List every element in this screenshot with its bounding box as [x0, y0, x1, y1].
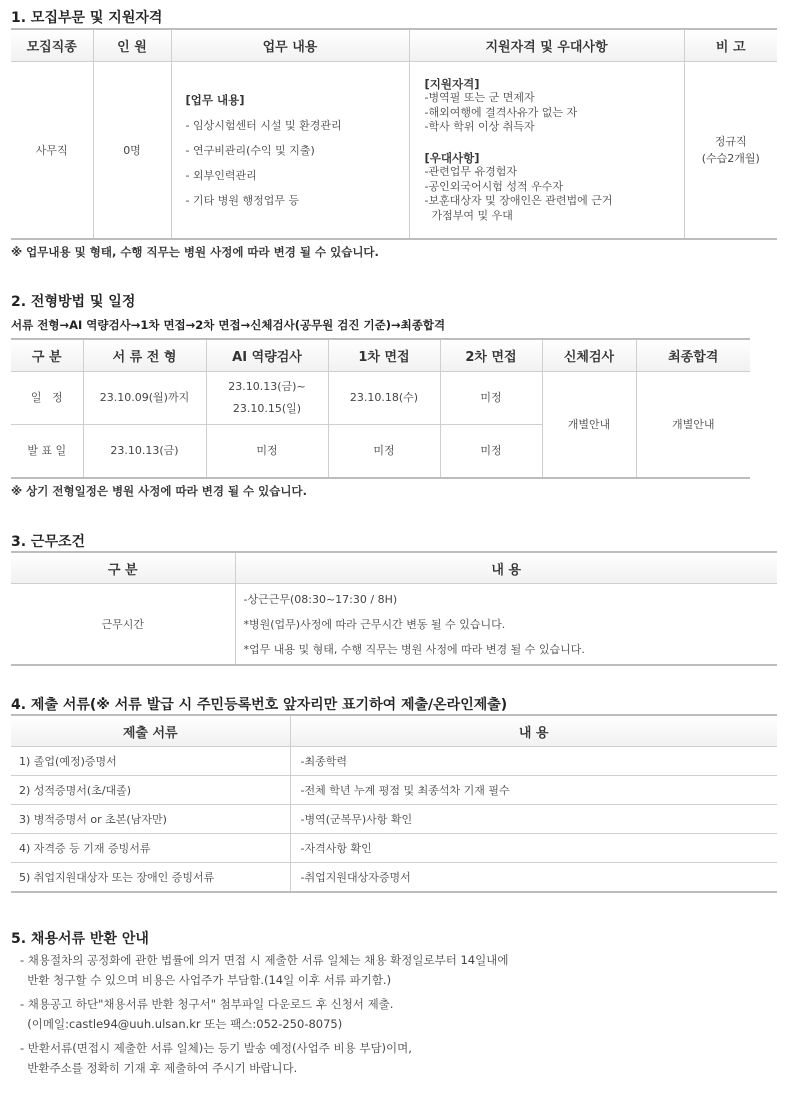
- document-description: -자격사항 확인: [290, 834, 777, 863]
- table-row: [11, 747, 777, 776]
- qualification-item: -병역필 또는 군 면제자: [424, 91, 535, 105]
- job-type: 사무직: [11, 62, 93, 240]
- header-remarks: 비 고: [684, 29, 777, 62]
- announce-ai-test: 미정: [206, 425, 328, 479]
- header-duties: 업무 내용: [171, 29, 409, 62]
- return-guide-line: - 반환서류(면접시 제출한 서류 일체)는 등기 발송 예정(사업주 비용 부담)이며,: [20, 1041, 412, 1055]
- qualifications-cell: [409, 62, 684, 240]
- qualifications-list: [410, 77, 684, 224]
- return-guide: [20, 950, 508, 1078]
- schedule-table: [11, 338, 750, 479]
- header-first-interview: 1차 면접: [328, 339, 440, 372]
- table-row: [11, 776, 777, 805]
- working-hours-line: *업무 내용 및 형태, 수행 직무는 병원 사정에 따라 변경 될 수 있습니다.: [243, 642, 585, 656]
- schedule-documents: 23.10.09(월)까지: [83, 372, 206, 425]
- document-description: -전체 학년 누계 평점 및 최종석차 기재 필수: [290, 776, 777, 805]
- duties-title: [업무 내용]: [185, 92, 245, 107]
- remark-employment-type: 정규직: [714, 135, 747, 148]
- qualification-item: -학사 학위 이상 취득자: [424, 120, 535, 134]
- documents-table: [11, 714, 777, 893]
- header-physical-exam: 신체검사: [542, 339, 636, 372]
- header-headcount: 인 원: [93, 29, 171, 62]
- duty-item: - 임상시험센터 시설 및 환경관리: [185, 118, 342, 132]
- duty-item: - 기타 병원 행정업무 등: [185, 193, 300, 207]
- document-description: -취업지원대상자증명서: [290, 863, 777, 893]
- return-guide-line: 반환 청구할 수 있으며 비용은 사업주가 부담함.(14일 이후 서류 파기함.): [20, 973, 392, 987]
- announce-first-interview: 미정: [328, 425, 440, 479]
- header-job-type: 모집직종: [11, 29, 93, 62]
- final-pass-cell: 개별안내: [636, 372, 750, 479]
- return-guide-line: - 채용공고 하단"채용서류 반환 청구서" 첨부파일 다운로드 후 신청서 제출.: [20, 997, 394, 1011]
- physical-exam-cell: 개별안내: [542, 372, 636, 479]
- section5-heading: 5. 채용서류 반환 안내: [11, 931, 149, 947]
- schedule-second-interview: 미정: [440, 372, 542, 425]
- preference-item: 가점부여 및 우대: [424, 208, 513, 222]
- duties-list: [172, 88, 409, 213]
- header-category: 구 분: [11, 339, 83, 372]
- header-ai-test: AI 역량검사: [206, 339, 328, 372]
- headcount: 0명: [93, 62, 171, 240]
- remark-probation: (수습2개월): [701, 152, 760, 165]
- preferences-title: [우대사항]: [424, 150, 480, 165]
- document-name: 4) 자격증 등 기재 증빙서류: [11, 834, 290, 863]
- header-documents: 제출 서류: [11, 715, 290, 747]
- preference-item: -공인외국어시험 성적 우수자: [424, 179, 563, 193]
- header-final-pass: 최종합격: [636, 339, 750, 372]
- table-row: [11, 834, 777, 863]
- return-guide-line: 반환주소를 정확히 기재 후 제출하여 주시기 바랍니다.: [20, 1061, 298, 1075]
- section4-heading: 4. 제출 서류(※ 서류 발급 시 주민등록번호 앞자리만 표기하여 제출/온라인제출): [11, 697, 508, 713]
- header-content: 내 용: [290, 715, 777, 747]
- selection-flow: 서류 전형→AI 역량검사→1차 면접→2차 면접→신체검사(공무원 검진 기준)→최종합격: [11, 318, 446, 332]
- table-row: [11, 805, 777, 834]
- preference-item: -보훈대상자 및 장애인은 관련법에 근거: [424, 194, 613, 208]
- document-name: 2) 성적증명서(초/대졸): [11, 776, 290, 805]
- duty-item: - 연구비관리(수익 및 지출): [185, 143, 315, 157]
- duty-item: - 외부인력관리: [185, 168, 257, 182]
- working-hours-label: 근무시간: [11, 584, 235, 666]
- document-name: 1) 졸업(예정)증명서: [11, 747, 290, 776]
- preference-item: -관련업무 유경험자: [424, 165, 517, 179]
- section1-heading: 1. 모집부문 및 지원자격: [11, 10, 163, 26]
- qualifications-title: [지원자격]: [424, 76, 480, 91]
- remarks-cell: [684, 62, 777, 240]
- document-description: -최종학력: [290, 747, 777, 776]
- section1-note: ※ 업무내용 및 형태, 수행 직무는 병원 사정에 따라 변경 될 수 있습니다.: [11, 245, 379, 259]
- section2-heading: 2. 전형방법 및 일정: [11, 294, 136, 310]
- header-second-interview: 2차 면접: [440, 339, 542, 372]
- announce-documents: 23.10.13(금): [83, 425, 206, 479]
- schedule-ai-start: 23.10.13(금)~: [228, 380, 306, 393]
- working-hours-line: -상근근무(08:30~17:30 / 8H): [243, 592, 398, 606]
- section2-note: ※ 상기 전형일정은 병원 사정에 따라 변경 될 수 있습니다.: [11, 484, 307, 498]
- return-guide-line: - 채용절차의 공정화에 관한 법률에 의거 면접 시 제출한 서류 일체는 채용 확정일로부터 14일내에: [20, 953, 509, 967]
- header-category: 구 분: [11, 552, 235, 584]
- working-hours-lines: [236, 587, 778, 662]
- working-hours-content: [235, 584, 777, 666]
- schedule-first-interview: 23.10.18(수): [328, 372, 440, 425]
- row-label-schedule: 일 정: [11, 372, 83, 425]
- document-description: -병역(군복무)사항 확인: [290, 805, 777, 834]
- qualification-item: -해외여행에 결격사유가 없는 자: [424, 105, 578, 119]
- document-name: 5) 취업지원대상자 또는 장애인 증빙서류: [11, 863, 290, 893]
- announce-second-interview: 미정: [440, 425, 542, 479]
- working-conditions-table: [11, 551, 777, 666]
- header-qualifications: 지원자격 및 우대사항: [409, 29, 684, 62]
- header-content: 내 용: [235, 552, 777, 584]
- header-document-screening: 서 류 전 형: [83, 339, 206, 372]
- document-name: 3) 병적증명서 or 초본(남자만): [11, 805, 290, 834]
- working-hours-line: *병원(업무)사정에 따라 근무시간 변동 될 수 있습니다.: [243, 617, 506, 631]
- table-row: [11, 863, 777, 893]
- recruitment-table: [11, 28, 777, 240]
- schedule-ai-end: 23.10.15(일): [232, 402, 302, 415]
- schedule-ai-test: [206, 372, 328, 425]
- duties-cell: [171, 62, 409, 240]
- row-label-announcement: 발 표 일: [11, 425, 83, 479]
- return-guide-line: (이메일:castle94@uuh.ulsan.kr 또는 팩스:052-250-8075): [20, 1017, 343, 1031]
- section3-heading: 3. 근무조건: [11, 534, 86, 550]
